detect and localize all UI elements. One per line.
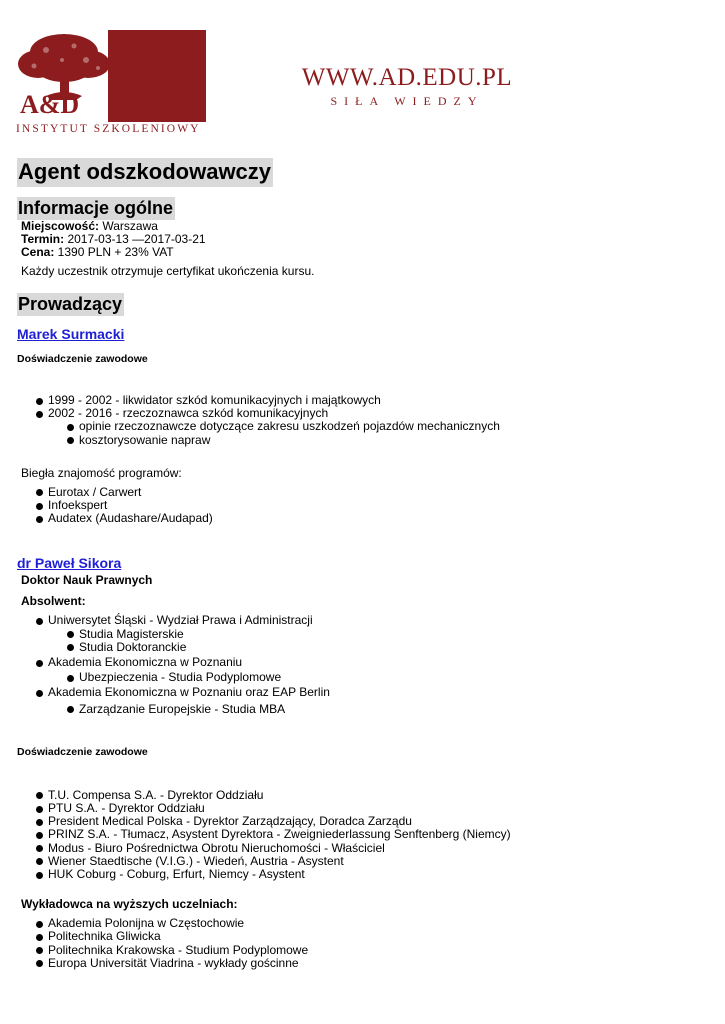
term-label: Termin:	[21, 232, 65, 246]
instructor-name-link[interactable]: Marek Surmacki	[17, 326, 125, 342]
list-item: Akademia Ekonomiczna w Poznaniu oraz EAP Berlin	[36, 686, 707, 699]
experience-heading: Doświadczenie zawodowe	[17, 745, 148, 758]
instructors-heading: Prowadzący	[18, 294, 123, 314]
page-title: Agent odszkodowawczy	[17, 158, 273, 187]
list-item: Uniwersytet Śląski - Wydział Prawa i Administracji	[36, 614, 707, 627]
term-value: 2017-03-13 —2017-03-21	[64, 232, 206, 246]
main-content	[17, 158, 707, 970]
location-value: Warszawa	[99, 219, 158, 233]
brand-tagline: SIŁA WIEDZY	[330, 94, 484, 108]
general-info-heading: Informacje ogólne	[18, 198, 174, 218]
list-item: Europa Universität Viadrina - wykłady gościnne	[36, 957, 707, 970]
education-list	[36, 656, 707, 669]
list-item: HUK Coburg - Coburg, Erfurt, Niemcy - Asystent	[36, 868, 707, 881]
education-list	[36, 614, 707, 627]
software-list	[36, 486, 707, 526]
list-item: T.U. Compensa S.A. - Dyrektor Oddziału	[36, 789, 707, 802]
software-heading: Biegła znajomość programów:	[21, 465, 182, 480]
list-item: Zarządzanie Europejskie - Studia MBA	[67, 703, 707, 716]
experience-list	[36, 394, 707, 420]
list-item: PTU S.A. - Dyrektor Oddziału	[36, 802, 707, 815]
education-sublist	[67, 703, 707, 716]
logo-red-block	[108, 30, 206, 122]
experience-heading: Doświadczenie zawodowe	[17, 353, 148, 365]
list-item: 2002 - 2016 - rzeczoznawca szkód komunikacyjnych	[36, 407, 707, 420]
list-item: Akademia Ekonomiczna w Poznaniu	[36, 656, 707, 669]
list-item: 1999 - 2002 - likwidator szkód komunikacyjnych i majątkowych	[36, 394, 707, 407]
list-item: Eurotax / Carwert	[36, 486, 707, 499]
list-item: Audatex (Audashare/Audapad)	[36, 512, 707, 525]
logo	[16, 30, 206, 136]
price-line	[21, 246, 707, 259]
list-item: Studia Magisterskie	[67, 628, 707, 641]
price-label: Cena:	[21, 245, 55, 259]
logo-letters: A&D	[20, 90, 80, 119]
list-item: President Medical Polska - Dyrektor Zarządzający, Doradca Zarządu	[36, 815, 707, 828]
list-item: Infoekspert	[36, 499, 707, 512]
brand	[292, 64, 522, 109]
location-label: Miejscowość:	[21, 219, 100, 233]
lecturer-list	[36, 917, 707, 970]
page-header	[0, 0, 725, 145]
list-item: kosztorysowanie napraw	[67, 434, 707, 447]
list-item: PRINZ S.A. - Tłumacz, Asystent Dyrektora - Zweigniederlassung Senftenberg (Niemcy)	[36, 828, 707, 841]
list-item: Politechnika Gliwicka	[36, 930, 707, 943]
list-item: Studia Doktoranckie	[67, 641, 707, 654]
education-list	[36, 686, 707, 699]
certificate-note: Każdy uczestnik otrzymuje certyfikat ukończenia kursu.	[21, 264, 315, 278]
list-item: Wiener Staedtische (V.I.G.) - Wiedeń, Austria - Asystent	[36, 855, 707, 868]
price-value: 1390 PLN + 23% VAT	[54, 245, 174, 259]
logo-subtitle: INSTYTUT SZKOLENIOWY	[16, 123, 201, 135]
list-item: Akademia Polonijna w Częstochowie	[36, 917, 707, 930]
list-item: opinie rzeczoznawcze dotyczące zakresu uszkodzeń pojazdów mechanicznych	[67, 420, 707, 433]
list-item: Politechnika Krakowska - Studium Podyplomowe	[36, 944, 707, 957]
graduate-heading: Absolwent:	[21, 594, 86, 609]
instructor-name-link[interactable]: dr Paweł Sikora	[17, 555, 122, 572]
experience-sublist	[67, 420, 707, 446]
education-sublist	[67, 628, 707, 654]
list-item: Modus - Biuro Pośrednictwa Obrotu Nieruchomości - Właściciel	[36, 842, 707, 855]
degree: Doktor Nauk Prawnych	[21, 573, 153, 588]
experience-list	[36, 789, 707, 881]
lecturer-heading: Wykładowca na wyższych uczelniach:	[21, 897, 238, 912]
list-item: Ubezpieczenia - Studia Podyplomowe	[67, 671, 707, 684]
education-sublist	[67, 671, 707, 684]
brand-url[interactable]: WWW.AD.EDU.PL	[301, 64, 513, 91]
